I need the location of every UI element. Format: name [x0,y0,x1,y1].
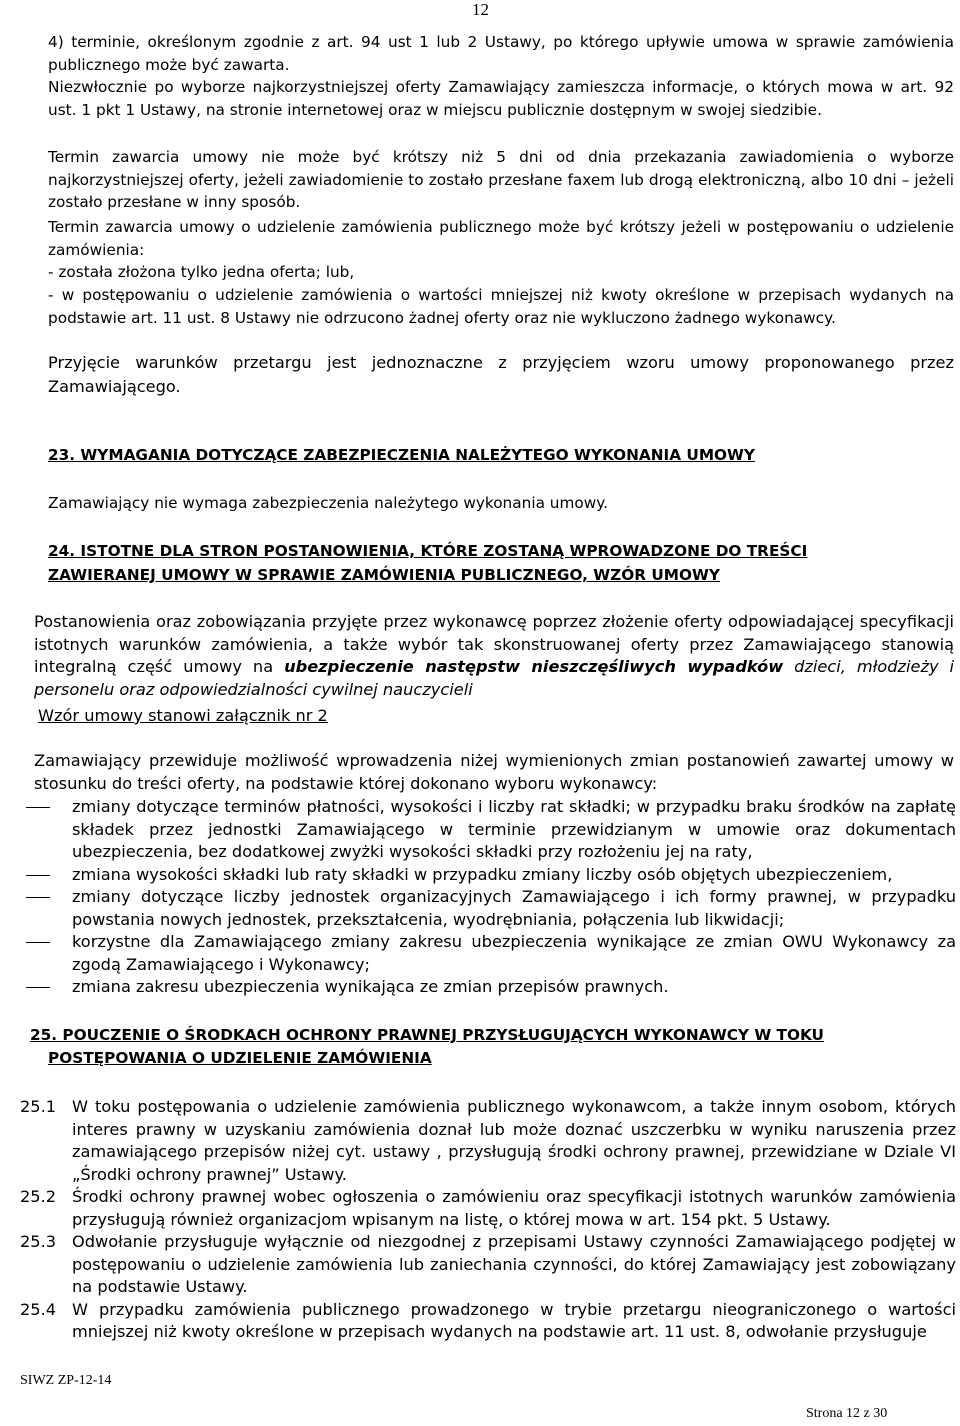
paragraph-term-4: 4) terminie, określonym zgodnie z art. 94 ust 1 lub 2 Ustawy, po którego upływie umowa w sprawie zamówienia publicznego może być zawarta. [48,33,954,74]
section-25-heading-line1: 25. POUCZENIE O ŚRODKACH OCHRONY PRAWNEJ PRZYSŁUGUJĄCYCH WYKONAWCY W TOKU [30,1026,824,1044]
list-item [26,931,956,976]
legal-remedies-list [20,1096,956,1344]
paragraph-notice: Niezwłocznie po wyborze najkorzystniejszej oferty Zamawiający zamieszcza informacje, o których mowa w art. 92 ust. 1 pkt 1 Ustawy, na stronie internetowej oraz w miejscu publicznie dostępnym w swojej siedzibie. [48,78,954,119]
section-23-heading: 23. WYMAGANIA DOTYCZĄCE ZABEZPIECZENIA NALEŻYTEGO WYKONANIA UMOWY [48,446,756,464]
item-text: Środki ochrony prawnej wobec ogłoszenia o zamówieniu oraz specyfikacji istotnych warunków zamówienia przysługują również organizacjom wpisanym na listę, o której mowa w art. 154 pkt. 5 Ustawy. [72,1187,956,1229]
list-item-text: zmiana zakresu ubezpieczenia wynikająca ze zmian przepisów prawnych. [72,977,669,996]
dash-bullet-icon [26,987,50,988]
dash-bullet-icon [26,807,50,808]
item-number: 25.4 [20,1299,57,1319]
list-item [26,796,956,864]
item-text: W toku postępowania o udzielenie zamówienia publicznego wykonawcom, a także innym osobom, których interes prawny w uzyskaniu zamówienia doznał lub może doznać uszczerbku w wyniku naruszenia przez zamawiającego przepisów niżej cyt. ustawy , przysługują środki ochrony prawnej, przewidziane w Dziale VI „Środki ochrony prawnej” Ustawy. [72,1097,956,1184]
section-24-insurance-scope: dzieci, młodzieży i personelu oraz odpowiedzialności cywilnej nauczycieli [34,657,954,699]
section-23-text: Zamawiający nie wymaga zabezpieczenia należytego wykonania umowy. [48,494,609,512]
list-item-text: zmiana wysokości składki lub raty składki w przypadku zmiany liczby osób objętych ubezpieczeniem, [72,864,893,884]
list-item-text: zmiany dotyczące liczby jednostek organizacyjnych Zamawiającego i ich formy prawnej, w przypadku powstania nowych jednostek, przekształcenia, wyodrębniania, połączenia lub likwidacji; [72,887,956,929]
paragraph-min-period: Termin zawarcia umowy nie może być krótszy niż 5 dni od dnia przekazania zawiadomienia o wyborze najkorzystniejszej oferty, jeżeli zawiadomienie to zostało przesłane faxem lub drogą elektroniczną, albo 10 dni – jeżeli zostało przesłane w inny sposób. [48,148,954,211]
item-number: 25.3 [20,1232,57,1251]
section-24-paragraph [34,611,954,701]
list-item [20,1299,956,1344]
dash-bullet-icon [26,897,50,898]
list-item-text: korzystne dla Zamawiającego zmiany zakresu ubezpieczenia wynikające ze zmian OWU Wykonawcy za zgodą Zamawiającego i Wykonawcy; [72,932,956,974]
paragraph-shorter-period: Termin zawarcia umowy o udzielenie zamówienia publicznego może być krótszy jeżeli w postępowaniu o udzielenie zamówienia: [48,218,954,259]
list-item [20,1186,956,1231]
item-number: 25.2 [20,1187,57,1206]
item-number: 25.1 [20,1097,57,1116]
paragraph-below-threshold: - w postępowaniu o udzielenie zamówienia o wartości mniejszej niż kwoty określone w przepisach wydanych na podstawie art. 11 ust. 8 Ustawy nie odrzucono żadnej oferty oraz nie wykluczono żadnego wykonawcy. [48,286,954,327]
section-25-heading-line2: POSTĘPOWANIA O UDZIELENIE ZAMÓWIENIA [48,1049,432,1067]
dash-bullet-icon [26,875,50,876]
list-item [26,886,956,931]
contract-template-reference [38,705,328,728]
section-24-heading-line2: ZAWIERANEJ UMOWY W SPRAWIE ZAMÓWIENIA PUBLICZNEGO, WZÓR UMOWY [48,566,720,584]
list-item [26,976,956,999]
paragraph-acceptance: Przyjęcie warunków przetargu jest jednoznaczne z przyjęciem wzoru umowy proponowanego przez Zamawiającego. [48,353,954,396]
page-counter: Strona 12 z 30 [806,1406,888,1421]
item-text: W przypadku zamówienia publicznego prowadzonego w trybie przetargu nieograniczonego o wartości mniejszej niż kwoty określone w przepisach wydanych na podstawie art. 11 ust. 8, odwołanie przysługuje [72,1299,956,1341]
section-24-heading-line1: 24. ISTOTNE DLA STRON POSTANOWIENIA, KTÓRE ZOSTANĄ WPROWADZONE DO TREŚCI [48,542,808,560]
item-text: Odwołanie przysługuje wyłącznie od niezgodnej z przepisami Ustawy czynności Zamawiającego podjętej w postępowaniu o udzielenie zamówienia lub zaniechania czynności, do której Zamawiający jest zobowiązany na podstawie Ustawy. [72,1232,956,1296]
contract-template-link[interactable]: Wzór umowy stanowi załącznik nr 2 [38,706,328,725]
paragraph-single-offer: - została złożona tylko jedna oferta; lub, [48,263,355,281]
section-24-insurance-type: ubezpieczenie następstw nieszczęśliwych wypadków [284,657,784,676]
list-item [20,1096,956,1186]
section-24-text-start: Postanowienia oraz zobowiązania przyjęte przez wykonawcę poprzez złożenie oferty odpowiadającej specyfikacji istotnych warunków zamówienia, a także wybór tak skonstruowanej oferty przez Zamawiającego stanowią integralną część umowy na [34,612,954,676]
list-item [20,1231,956,1299]
list-item-text: zmiany dotyczące terminów płatności, wysokości i liczby rat składki; w przypadku braku środków na zapłatę składek przez jednostki Zamawiającego w terminie przewidzianym w umowie oraz dokumentach ubezpieczenia, bez dodatkowej zwyżki wysokości składki przy rozłożeniu jej na raty, [72,797,956,861]
page-number: 12 [472,0,489,19]
document-id: SIWZ ZP-12-14 [20,1373,112,1388]
dash-bullet-icon [26,942,50,943]
changes-intro: Zamawiający przewiduje możliwość wprowadzenia niżej wymienionych zmian postanowień zawartej umowy w stosunku do treści oferty, na podstawie której dokonano wyboru wykonawcy: [34,751,954,793]
changes-list [26,796,956,999]
list-item [26,864,956,887]
